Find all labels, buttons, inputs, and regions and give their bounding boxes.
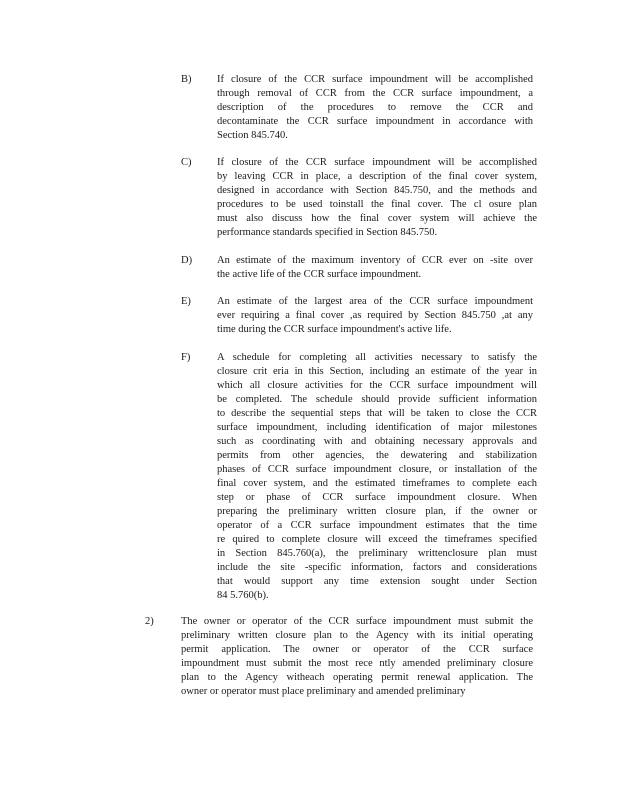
item-marker: B) bbox=[181, 74, 192, 85]
item-text: An estimate of the largest area of the CCR surface impoundment ever requiring a final cover ,as required by Section 845.750 ,at any time during the CCR surface impoundment's active life. bbox=[217, 296, 533, 335]
item-marker: 2) bbox=[145, 616, 154, 627]
item-text: The owner or operator of the CCR surface impoundment must submit the preliminary written closure plan to the Agency with its initial operating permit application. The owner or operator of the CCR surface impoundment must submit the most rece ntly amended preliminary closure plan to the Agency witheach operating permit renewal application. The owner or operator must place preliminary and amended preliminary bbox=[181, 616, 533, 697]
item-text: If closure of the CCR surface impoundment will be accomplished by leaving CCR in place, a description of the final cover system, designed in accordance with Section 845.750, and the methods and procedures to be used toinstall the final cover. The cl osure plan must also discuss how the final cover system will achieve the performance standards specified in Section 845.750. bbox=[217, 157, 537, 238]
item-marker: D) bbox=[181, 255, 193, 266]
item-text: A schedule for completing all activities necessary to satisfy the closure crit eria in this Section, including an estimate of the year in which all closure activities for the CCR surface impoundment will be completed. The schedule should provide sufficient information to describe the sequential steps that will be taken to close the CCR surface impoundment, including identification of major milestones such as coordinating with and obtaining necessary approvals and permits from other agencies, the dewatering and stabilization phases of CCR surface impoundment closure, or installation of the final cover system, and the estimated timeframes to complete each step or phase of CCR surface impoundment closure. When preparing the preliminary written closure plan, if the owner or operator of a CCR surface impoundment estimates that the time re quired to complete closure will exceed the timeframes specified in Section 845.760(a), the preliminary writtenclosure plan must include the site -specific information, factors and considerations that would support any time extension sought under Section 84 5.760(b). bbox=[217, 352, 537, 601]
item-text: An estimate of the maximum inventory of CCR ever on -site over the active life of the CCR surface impoundment. bbox=[217, 255, 533, 280]
item-marker: F) bbox=[181, 352, 191, 363]
item-marker: E) bbox=[181, 296, 191, 307]
item-text: If closure of the CCR surface impoundment will be accomplished through removal of CCR from the CCR surface impoundment, a description of the procedures to remove the CCR and decontaminate the CCR surface impoundment in accordance with Section 845.740. bbox=[217, 74, 533, 141]
item-marker: C) bbox=[181, 157, 192, 168]
